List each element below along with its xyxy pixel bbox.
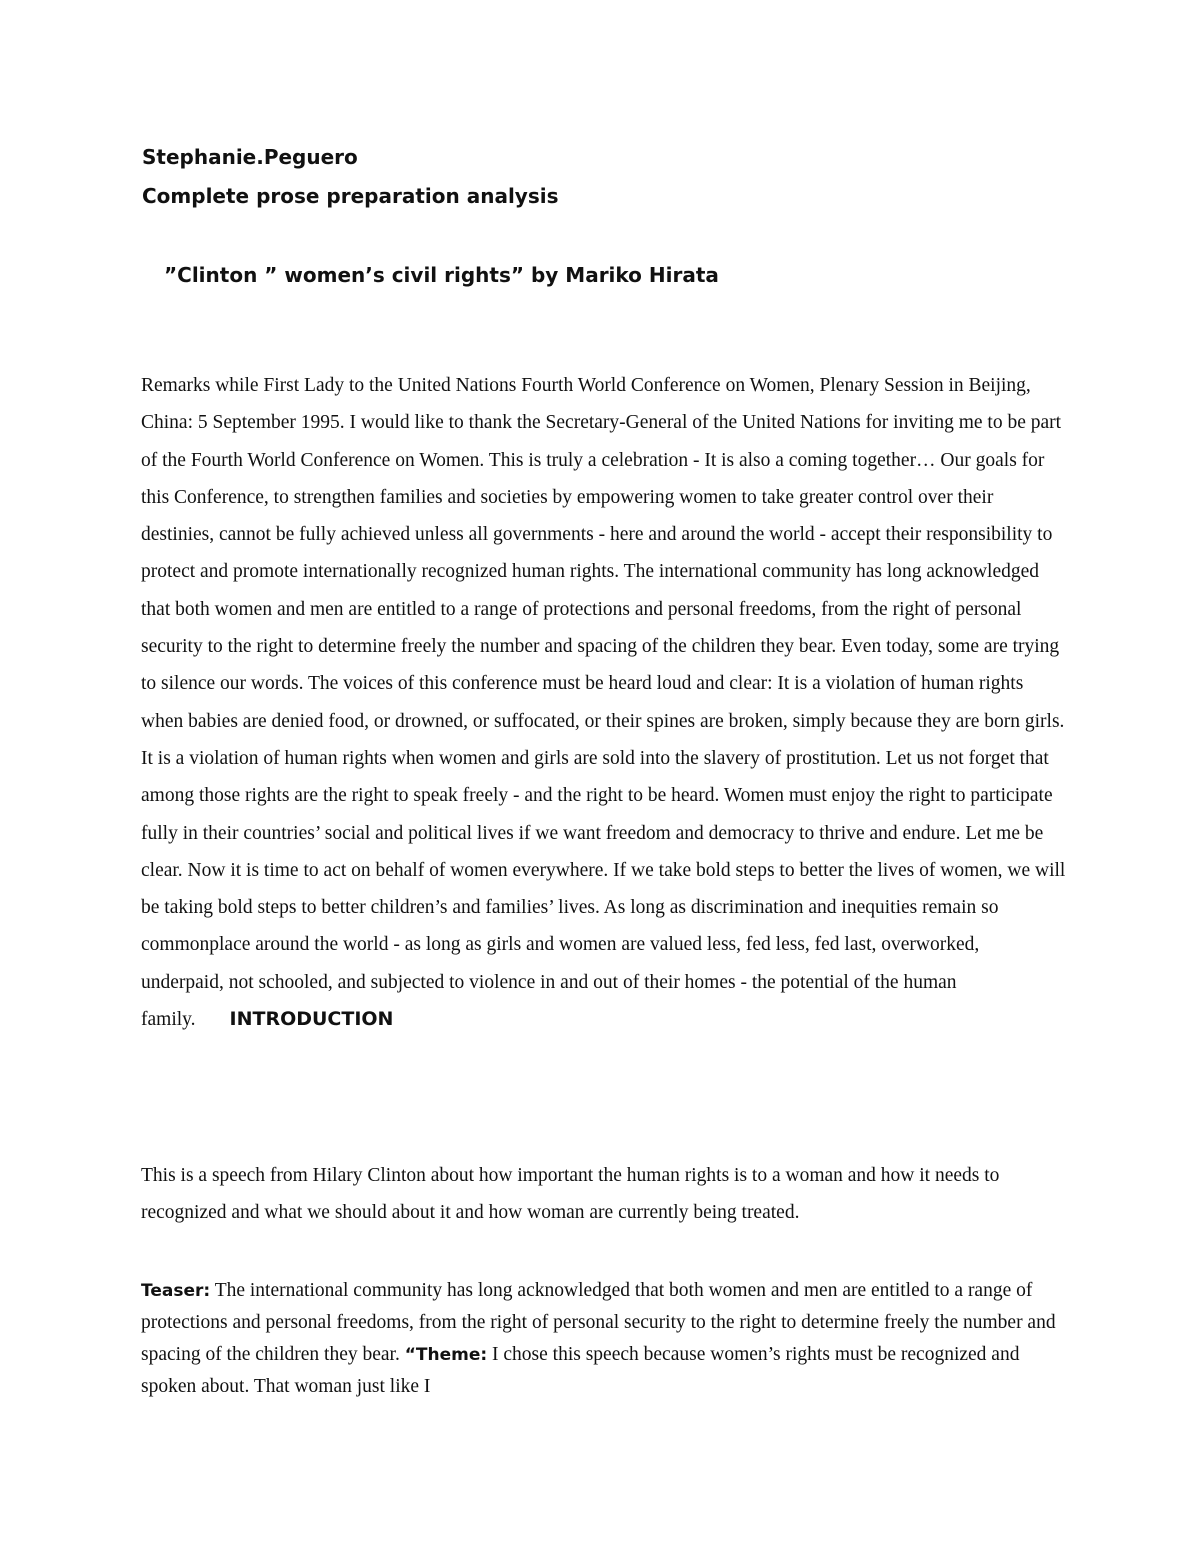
introduction-paragraph: This is a speech from Hilary Clinton about how important the human rights is to a woman and how it needs to recognized and what we should about it and how woman are currently being treated. [141,1165,1000,1224]
speech-title: ”Clinton ” women’s civil rights” by Mariko Hirata [164,263,719,287]
introduction-heading: INTRODUCTION [229,1008,394,1031]
speech-paragraph [141,367,1066,1038]
document-subtitle: Complete prose preparation analysis [142,184,559,208]
teaser-label: Teaser: [141,1281,211,1301]
theme-label: “Theme: [404,1345,488,1365]
teaser-text: The international community has long acknowledged that both women and men are entitled to a range of protections and personal freedoms, from the right of personal security to the right to determine freely the number and spacing of the children they bear. [141,1280,1056,1365]
teaser-paragraph [141,1275,1066,1403]
author-name: Stephanie.Peguero [142,145,358,169]
theme-text: I chose this speech because women’s rights must be recognized and spoken about. That woman just like I [141,1344,1020,1397]
speech-text: Remarks while First Lady to the United Nations Fourth World Conference on Women, Plenary Session in Beijing, China: 5 September 1995. I would like to thank the Secretary-General of the United Nations for inviting me to be part of the Fourth World Conference on Women. This is truly a celebration - It is also a coming together… Our goals for this Conference, to strengthen families and societies by empowering women to take greater control over their destinies, cannot be fully achieved unless all governments - here and around the world - accept their responsibility to protect and promote internationally recognized human rights. The international community has long acknowledged that both women and men are entitled to a range of protections and personal freedoms, from the right of personal security to the right to determine freely the number and spacing of the children they bear. Even today, some are trying to silence our words. The voices of this conference must be heard loud and clear: It is a violation of human rights when babies are denied food, or drowned, or suffocated, or their spines are broken, simply because they are born girls. It is a violation of human rights when women and girls are sold into the slavery of prostitution. Let us not forget that among those rights are the right to speak freely - and the right to be heard. Women must enjoy the right to participate fully in their countries’ social and political lives if we want freedom and democracy to thrive and endure. Let me be clear. Now it is time to act on behalf of women everywhere. If we take bold steps to better the lives of women, we will be taking bold steps to better children’s and families’ lives. As long as discrimination and inequities remain so commonplace around the world - as long as girls and women are valued less, fed less, fed last, overworked, underpaid, not schooled, and subjected to violence in and out of their homes - the potential of the human family. [141,375,1066,1031]
